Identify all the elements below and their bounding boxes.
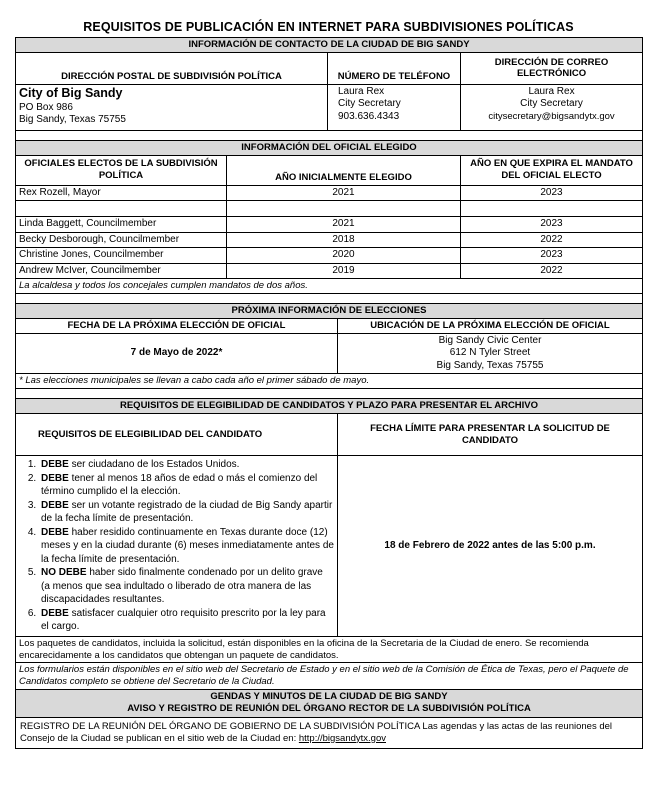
page-title: REQUISITOS DE PUBLICACIÓN EN INTERNET PARA SUBDIVISIONES POLÍTICAS [83, 20, 574, 34]
election-location-header: UBICACIÓN DE LA PRÓXIMA ELECCIÓN DE OFICIAL [338, 319, 643, 334]
official-name: Rex Rozell, Mayor [16, 185, 227, 201]
list-item: 4. DEBE haber residido continuamente en Texas durante doce (12) meses y en la ciudad durante (6) meses inmediatamente antes de la fecha límite de presentación. [39, 526, 334, 567]
list-item: 5. NO DEBE haber sido finalmente condenado por un delito grave (a menos que sea indultado o liberado de otra manera de las discapacidades resultantes. [39, 566, 334, 607]
packets-note: Los paquetes de candidatos, incluida la solicitud, están disponibles en la oficina de la Secretaria de la Ciudad de enero. Se recomienda encarecidamente a los candidatos que obtengan un paquete de candidatos. [16, 636, 643, 663]
email-address: citysecretary@bigsandytx.gov [488, 110, 615, 122]
list-item: 2. DEBE tener al menos 18 años de edad o más el comienzo del término cumplido el la elección. [39, 472, 334, 499]
official-expire-year: 2023 [461, 217, 643, 233]
phone-number: 903.636.4343 [338, 110, 400, 122]
phone-contact-title: City Secretary [338, 98, 401, 110]
election-note: * Las elecciones municipales se llevan a cabo cada año el primer sábado de mayo. [16, 374, 643, 389]
spacer-row [16, 130, 643, 140]
email-cell [461, 84, 643, 130]
location-line-2: 612 N Tyler Street [449, 347, 531, 359]
official-elected-year: 2021 [227, 185, 461, 201]
list-item: 6. DEBE satisfacer cualquier otro requisito prescrito por la ley para el cargo. [39, 607, 334, 634]
official-name: Becky Desborough, Councilmember [16, 232, 227, 248]
requirements-list [19, 458, 334, 634]
official-expire-year: 2023 [461, 185, 643, 201]
official-name: Christine Jones, Councilmember [16, 248, 227, 264]
list-item: 1. DEBE ser ciudadano de los Estados Unidos. [39, 458, 334, 472]
email-header: DIRECCIÓN DE CORREO ELECTRÓNICO [461, 52, 643, 84]
filing-deadline: 18 de Febrero de 2022 antes de las 5:00 p.m. [338, 456, 643, 637]
expires-year-header: AÑO EN QUE EXPIRA EL MANDATO DEL OFICIAL ELECTO [461, 155, 643, 185]
official-expire-year: 2023 [461, 248, 643, 264]
list-item: 3. DEBE ser un votante registrado de la ciudad de Big Sandy apartir de la fecha límite de presentación. [39, 499, 334, 526]
address-line-1: PO Box 986 [19, 101, 73, 113]
official-row [16, 263, 643, 279]
officials-section-header: INFORMACIÓN DEL OFICIAL ELEGIDO [16, 140, 643, 155]
official-expire-year: 2022 [461, 263, 643, 279]
election-location [338, 333, 643, 374]
location-line-1: Big Sandy Civic Center [438, 334, 542, 346]
spacer-row [16, 294, 643, 304]
official-row [16, 248, 643, 264]
official-expire-year: 2022 [461, 232, 643, 248]
address-cell [16, 84, 328, 130]
address-line-2: Big Sandy, Texas 75755 [19, 114, 126, 125]
contact-section-header: INFORMACIÓN DE CONTACTO DE LA CIUDAD DE BIG SANDY [16, 38, 643, 53]
official-elected-year: 2018 [227, 232, 461, 248]
official-row [16, 185, 643, 201]
requirements-table [15, 37, 643, 749]
official-elected-year: 2020 [227, 248, 461, 264]
requirements-cell [16, 456, 338, 637]
official-elected-year: 2019 [227, 263, 461, 279]
election-date: 7 de Mayo de 2022* [16, 333, 338, 374]
official-row [16, 217, 643, 233]
agendas-title-2: AVISO Y REGISTRO DE REUNIÓN DEL ÓRGANO RECTOR DE LA SUBDIVISIÓN POLÍTICA [127, 703, 531, 715]
official-header: OFICIALES ELECTOS DE LA SUBDIVISIÓN POLÍTICA [16, 155, 227, 185]
eligibility-section-header: REQUISITOS DE ELEGIBILIDAD DE CANDIDATOS Y PLAZO PARA PRESENTAR EL ARCHIVO [16, 399, 643, 414]
agendas-title-1: GENDAS Y MINUTOS DE LA CIUDAD DE BIG SANDY [210, 691, 448, 703]
city-website-link[interactable]: http://bigsandytx.gov [298, 732, 386, 744]
spacer-row [16, 389, 643, 399]
official-name: Andrew McIver, Councilmember [16, 263, 227, 279]
forms-note: Los formularios están disponibles en el sitio web del Secretario de Estado y en el sitio web de la Comisión de Ética de Texas, pero el Paquete de Candidatos completo se obtiene del Secretario de la Ciudad. [16, 663, 643, 690]
requirements-header: REQUISITOS DE ELEGIBILIDAD DEL CANDIDATO [16, 414, 338, 456]
elected-year-header: AÑO INICIALMENTE ELEGIDO [227, 155, 461, 185]
email-contact-title: City Secretary [520, 98, 583, 110]
address-header: DIRECCIÓN POSTAL DE SUBDIVISIÓN POLÍTICA [16, 52, 328, 84]
email-contact-name: Laura Rex [528, 85, 575, 97]
location-line-3: Big Sandy, Texas 75755 [436, 359, 544, 371]
city-name: City of Big Sandy [19, 85, 123, 100]
election-date-header: FECHA DE LA PRÓXIMA ELECCIÓN DE OFICIAL [16, 319, 338, 334]
phone-contact-name: Laura Rex [338, 85, 385, 97]
official-name: Linda Baggett, Councilmember [16, 217, 227, 233]
term-note: La alcaldesa y todos los concejales cumplen mandatos de dos años. [16, 279, 643, 294]
agendas-text: REGISTRO DE LA REUNIÓN DEL ÓRGANO DE GOBIERNO DE LA SUBDIVISIÓN POLÍTICA Las agendas y las actas de las reuniones del Consejo de la Ciudad se publican en el sitio web de la Ciudad en: [20, 720, 613, 744]
official-row [16, 232, 643, 248]
agendas-section-header [16, 690, 643, 718]
election-section-header: PRÓXIMA INFORMACIÓN DE ELECCIONES [16, 304, 643, 319]
deadline-header: FECHA LÍMITE PARA PRESENTAR LA SOLICITUD DE CANDIDATO [338, 414, 643, 456]
phone-header: NÚMERO DE TELÉFONO [328, 52, 461, 84]
official-elected-year: 2021 [227, 217, 461, 233]
agendas-text-cell [16, 717, 643, 748]
phone-cell [328, 84, 461, 130]
